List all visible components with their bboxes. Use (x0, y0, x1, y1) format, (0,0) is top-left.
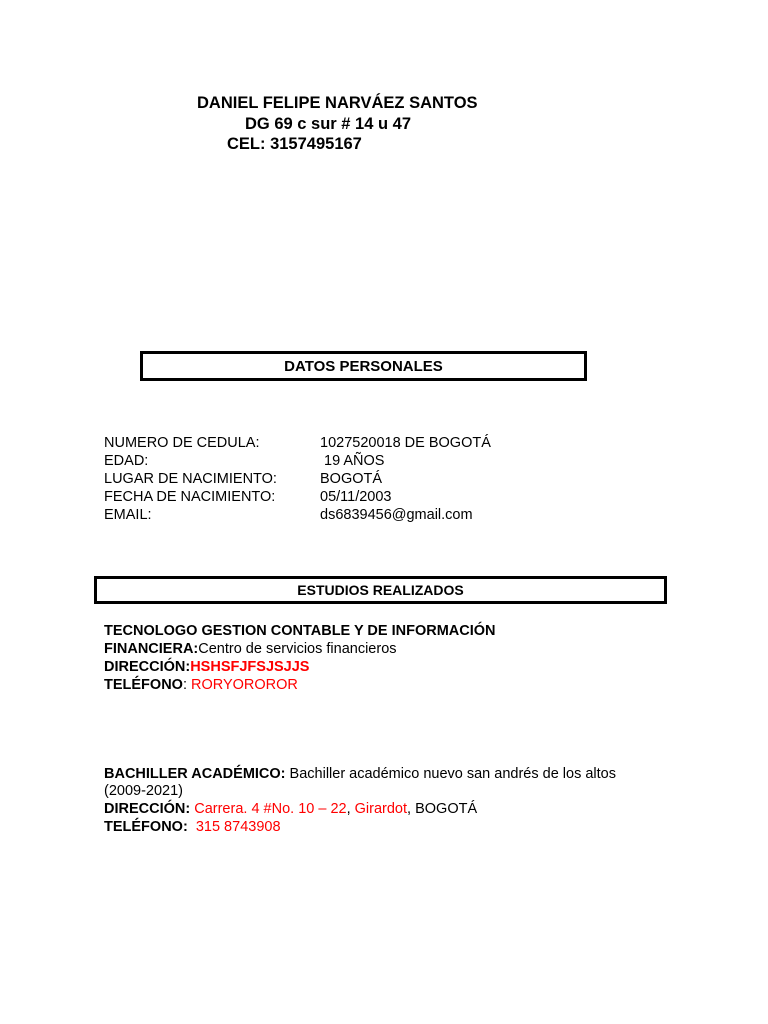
address-separator: , (407, 801, 416, 817)
school-phone (104, 818, 281, 836)
school-degree (104, 765, 616, 783)
field-label: EDAD: (104, 453, 149, 469)
school-value: Bachiller académico nuevo san andrés de los altos (285, 766, 616, 782)
field-value: 19 AÑOS (320, 453, 385, 469)
address: DG 69 c sur # 14 u 47 (245, 115, 412, 133)
field-label: EMAIL: (104, 507, 152, 523)
field-label: FECHA DE NACIMIENTO: (104, 489, 276, 505)
field-label: LUGAR DE NACIMIENTO: (104, 471, 277, 487)
school-address (104, 800, 477, 818)
field-value: ds6839456@gmail.com (320, 507, 473, 523)
phone-label: TELÉFONO (104, 677, 183, 693)
candidate-name: DANIEL FELIPE NARVÁEZ SANTOS (197, 94, 478, 112)
field-value: 05/11/2003 (320, 489, 392, 505)
address-label: DIRECCIÓN: (104, 659, 191, 675)
phone-colon: : (182, 677, 192, 693)
field-label: NUMERO DE CEDULA: (104, 435, 260, 451)
address-label: DIRECCIÓN: (104, 801, 191, 817)
section-title-personal-data: DATOS PERSONALES (284, 357, 443, 375)
address-region: BOGOTÁ (415, 801, 478, 817)
tech-phone (104, 676, 298, 694)
tech-address (104, 658, 309, 676)
address-street: Carrera. 4 #No. 10 – 22 (190, 801, 347, 817)
phone: CEL: 3157495167 (227, 135, 362, 153)
phone-value: RORYOROROR (191, 677, 298, 693)
section-box-studies (94, 576, 667, 604)
address-value: HSHSFJFSJSJJS (190, 659, 310, 675)
section-title-studies: ESTUDIOS REALIZADOS (297, 582, 464, 598)
field-value: BOGOTÁ (320, 471, 383, 487)
institution-value: Centro de servicios financieros (198, 641, 397, 657)
phone-label: TELÉFONO: (104, 819, 188, 835)
address-separator: , (346, 801, 355, 817)
section-box-personal-data (140, 351, 587, 381)
tech-institution (104, 640, 397, 658)
phone-value: 315 8743908 (187, 819, 281, 835)
address-city: Girardot (354, 801, 408, 817)
tech-degree-title: TECNOLOGO GESTION CONTABLE Y DE INFORMACIÓN (104, 623, 496, 639)
institution-label: FINANCIERA: (104, 641, 199, 657)
school-years: (2009-2021) (104, 783, 183, 799)
field-value: 1027520018 DE BOGOTÁ (320, 435, 491, 451)
school-label: BACHILLER ACADÉMICO: (104, 766, 286, 782)
